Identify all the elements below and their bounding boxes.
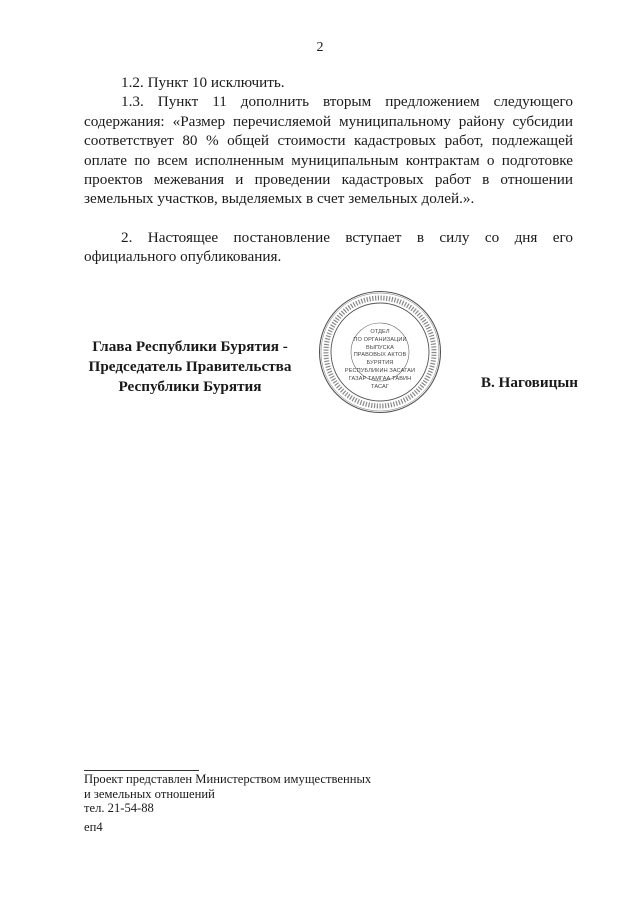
paragraph-2: 2. Настоящее постановление вступает в силу со дня его официального опубликования. — [84, 228, 573, 266]
document-code: еп4 — [84, 820, 103, 834]
seal-line: РЕСПУБЛИКИН ЗАСАГАЙ — [344, 367, 416, 374]
position-line-3: Республики Бурятия — [118, 378, 262, 395]
position-line-1: Глава Республики Бурятия - — [92, 338, 288, 355]
seal-line: БУРЯТИЯ — [366, 360, 394, 367]
footer-note — [84, 772, 371, 816]
seal-line: ОТДЕЛ — [370, 329, 390, 335]
footer-divider — [84, 770, 199, 771]
paragraph-1-2: 1.2. Пункт 10 исключить. — [121, 74, 285, 91]
signatory-name: В. Наговицын — [480, 374, 578, 391]
paragraph-1-3: 1.3. Пункт 11 дополнить вторым предложением следующего содержания: «Размер перечисляемой муниципальному району субсидии соответствует 80 % общей стоимости кадастровых работ, подлежащей оплате по всем исполненным муниципальным контрактам о подготовке проектов межевания и проведении кадастровых работ в отношении земельных участков, выделяемых в счет земельных долей.». — [84, 93, 573, 208]
seal-line: ПРАВОВЫХ АКТОВ — [353, 352, 407, 359]
position-line-2: Председатель Правительства — [88, 358, 292, 375]
seal-line: ГАЗАР ТАМГАА ТАВИН — [348, 375, 412, 382]
seal-line: ПО ОРГАНИЗАЦИИ — [353, 336, 407, 343]
document-body — [84, 73, 573, 267]
signatory-position — [78, 337, 302, 397]
footer-phone: тел. 21-54-88 — [84, 801, 154, 816]
seal-line: ТАСАГ — [370, 383, 389, 390]
footer-line-2: и земельных отношений — [84, 786, 215, 801]
seal-line: ВЫПУСКА — [366, 344, 394, 351]
seal-center-text — [340, 329, 420, 391]
footer-line-1: Проект представлен Министерством имущественных — [84, 772, 372, 786]
page-number: 2 — [316, 40, 324, 55]
